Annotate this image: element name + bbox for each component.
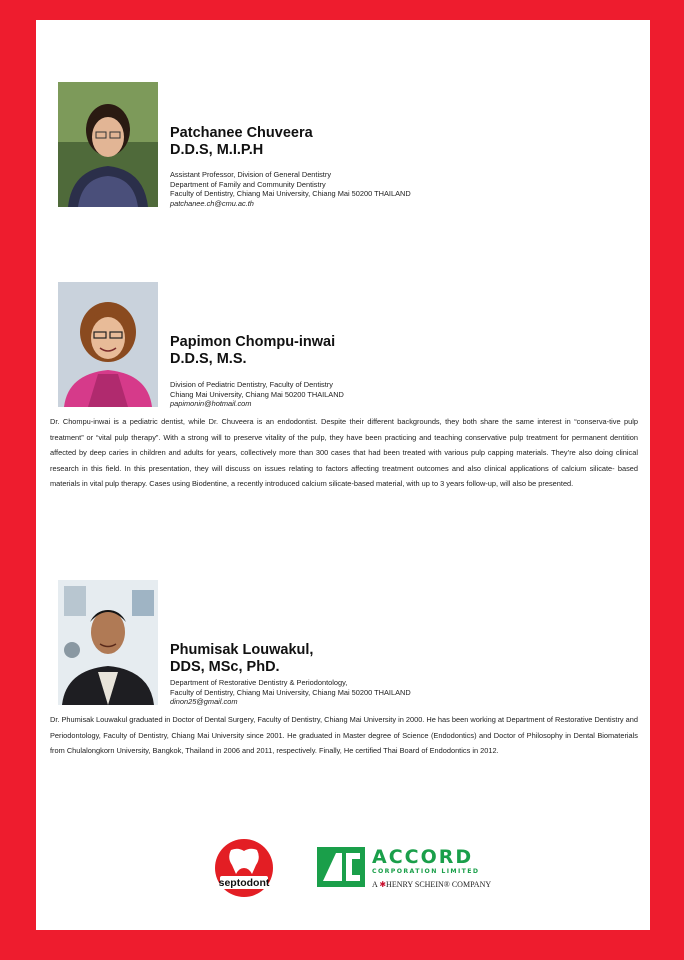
speaker-degree: D.D.S, M.S. bbox=[170, 351, 247, 367]
septodont-logo bbox=[214, 838, 274, 898]
speaker-name-louwakul bbox=[170, 642, 313, 676]
flyer-page bbox=[36, 20, 650, 930]
tagline-prefix: A bbox=[372, 880, 380, 889]
bio-paragraph-louwakul: Dr. Phumisak Louwakul graduated in Doctor of Dental Surgery, Faculty of Dentistry, Chiang Mai University in 2000. He has been working at Department of Restorative Dentistry and Periodontology, Faculty of Dentistry, Chiang Mai University since 2001. He graduated in Master degree of Science (Endodontics) and Doctor of Philosophy in Dental Biomaterials from Chulalongkorn University, Bangkok, Thailand in 2006 and 2011, respectively. Finally, He certified Thai Board of Endodontics in 2012. bbox=[50, 715, 638, 756]
email-link[interactable]: papimonin@hotmail.com bbox=[170, 399, 252, 409]
email-link[interactable]: patchanee.ch@cmu.ac.th bbox=[170, 198, 254, 208]
affiliation-line: Department of Restorative Dentistry & Periodontology, bbox=[170, 678, 348, 687]
speaker-degree: D.D.S, M.I.P.H bbox=[170, 142, 264, 158]
affiliation-line: Department of Family and Community Dentistry bbox=[170, 179, 326, 189]
affiliation-line: Division of Pediatric Dentistry, Faculty of Dentistry bbox=[170, 380, 333, 389]
accord-subtitle: CORPORATION LIMITED bbox=[372, 868, 480, 875]
bio-paragraph-chompu-inwai: Dr. Chompu-inwai is a pediatric dentist, while Dr. Chuveera is an endodontist. Despite their different backgrounds, they both share the same interest in “conserva-tive pulp treatment” or “vital pulp therapy”. With a strong will to preserve vitality of the pulp, they have been practicing and teaching conservative pulp treatment for permanent dentition affected by deep caries in children and adults for years, collectively more than 300 cases that had been treated with various pulp capping materials. They’re also doing clinical research in this field. In this presentation, they will discuss on issues relating to factors affecting treatment outcomes and also clinical applications of calcium silicate- based materials in vital pulp therapy. Cases using Biodentine, a recently introduced calcium silicate-based material, with up to 3 years follow-up, will also be presented. bbox=[50, 417, 638, 489]
email-link[interactable]: dinon25@gmail.com bbox=[170, 697, 238, 707]
affiliation-chuveera bbox=[170, 170, 411, 208]
accord-mark-icon bbox=[316, 846, 366, 888]
affiliation-line: Assistant Professor, Division of General Dentistry bbox=[170, 170, 332, 179]
speaker-name-chompu-inwai bbox=[170, 334, 335, 368]
henry-schein-star-icon: ✱ bbox=[379, 880, 387, 889]
speaker-degree: DDS, MSc, PhD. bbox=[170, 659, 280, 675]
accord-logo bbox=[316, 846, 492, 894]
tagline-suffix: ® COMPANY bbox=[443, 880, 492, 889]
speaker-name: Papimon Chompu-inwai bbox=[170, 334, 336, 350]
henry-schein-tagline bbox=[372, 880, 491, 889]
speaker-name: Phumisak Louwakul, bbox=[170, 642, 314, 658]
tagline-company: HENRY SCHEIN bbox=[386, 880, 444, 889]
portrait-photo-louwakul bbox=[58, 580, 158, 705]
speaker-name-chuveera bbox=[170, 125, 313, 159]
speaker-name: Patchanee Chuveera bbox=[170, 125, 313, 141]
septodont-wordmark: septodont bbox=[218, 877, 270, 889]
affiliation-chompu-inwai bbox=[170, 380, 344, 409]
accord-wordmark: ACCORD bbox=[372, 846, 474, 868]
affiliation-line: Faculty of Dentistry, Chiang Mai University, Chiang Mai 50200 THAILAND bbox=[170, 687, 411, 697]
portrait-photo-chompu-inwai bbox=[58, 282, 158, 407]
affiliation-line: Chiang Mai University, Chiang Mai 50200 THAILAND bbox=[170, 389, 344, 399]
portrait-photo-chuveera bbox=[58, 82, 158, 207]
affiliation-louwakul bbox=[170, 678, 411, 707]
affiliation-line: Faculty of Dentistry, Chiang Mai University, Chiang Mai 50200 THAILAND bbox=[170, 189, 411, 199]
